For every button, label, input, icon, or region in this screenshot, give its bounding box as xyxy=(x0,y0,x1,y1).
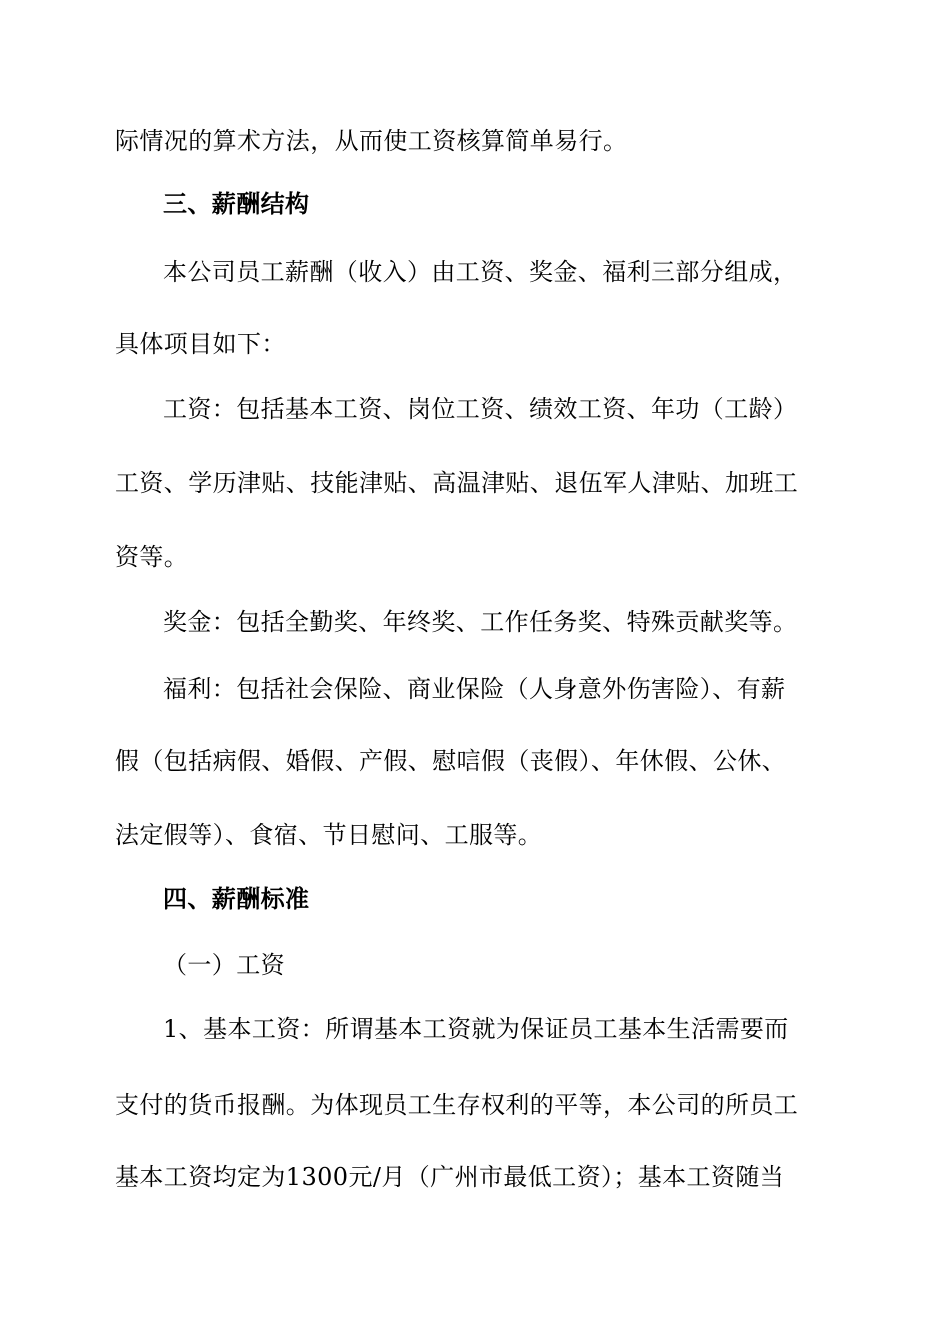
paragraph-line: 奖金：包括全勤奖、年终奖、工作任务奖、特殊贡献奖等。 xyxy=(163,608,798,636)
paragraph-line: 工资：包括基本工资、岗位工资、绩效工资、年功（工龄） xyxy=(163,395,798,423)
section-heading-salary-standard: 四、薪酬标准 xyxy=(163,884,310,913)
paragraph-line: 1、基本工资：所谓基本工资就为保证员工基本生活需要而 xyxy=(163,1015,789,1043)
paragraph-line: 资等。 xyxy=(115,543,189,571)
paragraph-line: 福利：包括社会保险、商业保险（人身意外伤害险）、有薪 xyxy=(163,675,786,703)
section-heading-salary-structure: 三、薪酬结构 xyxy=(163,189,310,218)
paragraph-line: 本公司员工薪酬（收入）由工资、奖金、福利三部分组成， xyxy=(163,258,798,286)
paragraph-line: 际情况的算术方法，从而使工资核算简单易行。 xyxy=(115,127,628,155)
paragraph-line: 假（包括病假、婚假、产假、慰唁假（丧假）、年休假、公休、 xyxy=(115,747,787,775)
paragraph-line: 法定假等）、食宿、节日慰问、工服等。 xyxy=(115,821,543,849)
paragraph-line: 支付的货币报酬。为体现员工生存权利的平等，本公司的所员工 xyxy=(115,1091,799,1119)
subsection-heading-wages: （一）工资 xyxy=(163,951,285,979)
paragraph-line: 具体项目如下： xyxy=(115,330,286,358)
paragraph-line: 基本工资均定为1300元/月（广州市最低工资）；基本工资随当 xyxy=(115,1163,785,1191)
paragraph-line: 工资、学历津贴、技能津贴、高温津贴、退伍军人津贴、加班工 xyxy=(115,469,799,497)
